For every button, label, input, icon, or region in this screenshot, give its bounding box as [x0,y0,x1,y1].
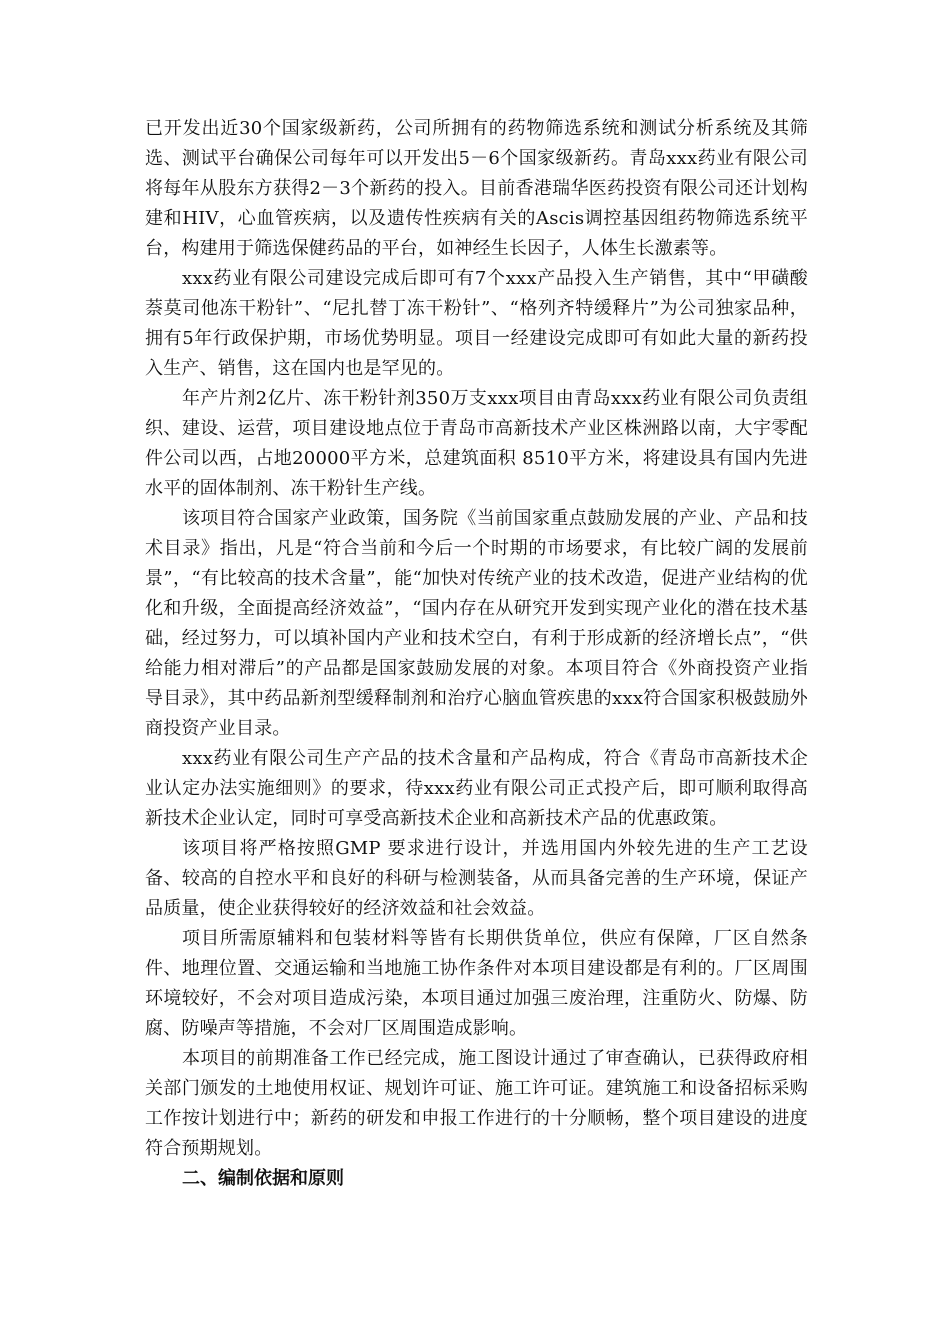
paragraph-preparation: 本项目的前期准备工作已经完成，施工图设计通过了审查确认，已获得政府相关部门颁发的土地使用权证、规划许可证、施工许可证。建筑施工和设备招标采购工作按计划进行中；新药的研发和申报工作进行的十分顺畅，整个项目建设的进度符合预期规划。 [145,1048,808,1159]
paragraph-continued: 已开发出近30个国家级新药，公司所拥有的药物筛选系统和测试分析系统及其筛选、测试平台确保公司每年可以开发出5－6个国家级新药。青岛xxx药业有限公司将每年从股东方获得2－3个新药的投入。目前香港瑞华医药投资有限公司还计划构建和HIV，心血管疾病，以及遗传性疾病有关的Ascis调控基因组药物筛选系统平台，构建用于筛选保健药品的平台，如神经生长因子，人体生长激素等。 [145,118,808,259]
section-heading: 二、编制依据和原则 [182,1168,344,1189]
document-page [145,114,808,1194]
paragraph-industry-policy: 该项目符合国家产业政策，国务院《当前国家重点鼓励发展的产业、产品和技术目录》指出，凡是“符合当前和今后一个时期的市场要求，有比较广阔的发展前景”，“有比较高的技术含量”，能“加快对传统产业的技术改造，促进产业结构的优化和升级，全面提高经济效益”，“国内存在从研究开发到实现产业化的潜在技术基础，经过努力，可以填补国内产业和技术空白，有利于形成新的经济增长点”，“供给能力相对滞后”的产品都是国家鼓励发展的对象。本项目符合《外商投资产业指导目录》，其中药品新剂型缓释制剂和治疗心脑血管疾患的xxx符合国家积极鼓励外商投资产业目录。 [145,508,808,739]
paragraph-products: xxx药业有限公司建设完成后即可有7个xxx产品投入生产销售，其中“甲磺酸萘莫司他冻干粉针”、“尼扎替丁冻干粉针”、“格列齐特缓释片”为公司独家品种，拥有5年行政保护期，市场优势明显。项目一经建设完成即可有如此大量的新药投入生产、销售，这在国内也是罕见的。 [145,268,808,379]
paragraph-project-overview: 年产片剂2亿片、冻干粉针剂350万支xxx项目由青岛xxx药业有限公司负责组织、建设、运营，项目建设地点位于青岛市高新技术产业区株洲路以南，大宇零配件公司以西，占地20000平方米，总建筑面积 8510平方米，将建设具有国内先进水平的固体制剂、冻干粉针生产线。 [145,388,808,499]
paragraph-gmp: 该项目将严格按照GMP 要求进行设计，并选用国内外较先进的生产工艺设备、较高的自控水平和良好的科研与检测装备，从而具备完善的生产环境，保证产品质量，使企业获得较好的经济效益和社会效益。 [145,838,808,919]
paragraph-high-tech: xxx药业有限公司生产产品的技术含量和产品构成，符合《青岛市高新技术企业认定办法实施细则》的要求，待xxx药业有限公司正式投产后，即可顺利取得高新技术企业认定，同时可享受高新技术企业和高新技术产品的优惠政策。 [145,748,808,829]
paragraph-supply: 项目所需原辅料和包装材料等皆有长期供货单位，供应有保障，厂区自然条件、地理位置、交通运输和当地施工协作条件对本项目建设都是有利的。厂区周围环境较好，不会对项目造成污染，本项目通过加强三废治理，注重防火、防爆、防腐、防噪声等措施，不会对厂区周围造成影响。 [145,928,808,1039]
